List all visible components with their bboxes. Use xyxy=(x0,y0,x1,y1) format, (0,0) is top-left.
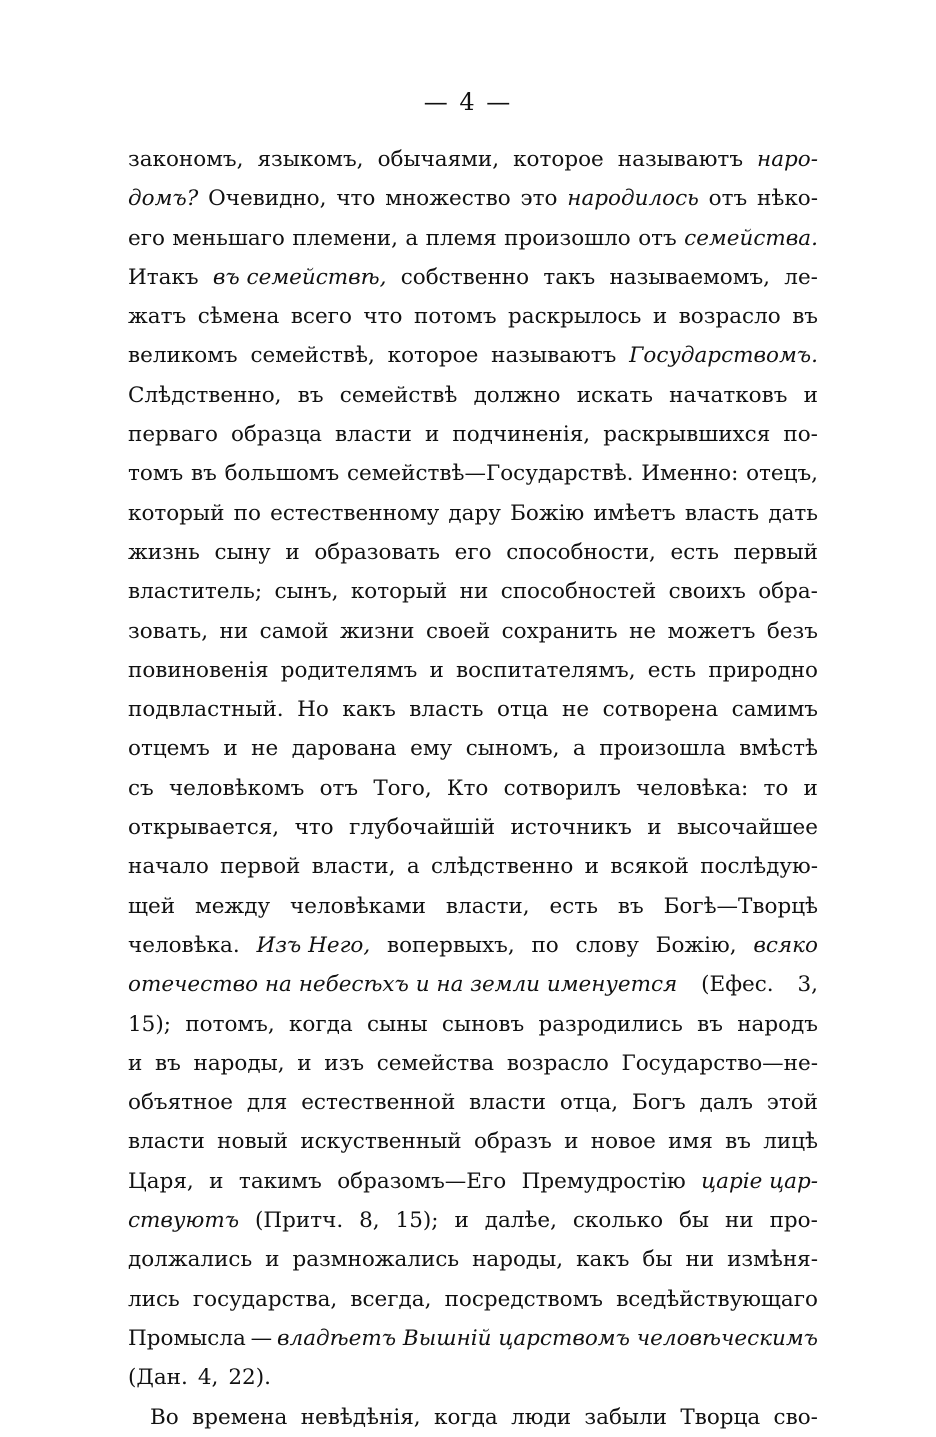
word: называемомъ, xyxy=(609,264,770,290)
text-line xyxy=(128,1280,818,1319)
word: повиновенія xyxy=(128,657,269,683)
text-line xyxy=(128,336,818,375)
word: подчиненія, xyxy=(452,422,591,448)
word: глубочайшій xyxy=(349,815,496,841)
word: открывается, xyxy=(128,815,280,841)
word: и xyxy=(803,382,818,408)
word: измѣня- xyxy=(727,1247,818,1273)
word: 3, xyxy=(797,972,818,998)
word: и xyxy=(265,1247,280,1273)
word: отъ xyxy=(638,225,677,251)
word: власти, xyxy=(311,854,396,880)
word: 4, xyxy=(197,1365,219,1391)
word: въ xyxy=(725,1129,751,1155)
word: и xyxy=(652,304,668,330)
word: сотворилъ xyxy=(503,775,621,801)
word: когда xyxy=(288,1011,353,1037)
word: Очевидно, xyxy=(208,186,327,212)
word: возрасло xyxy=(506,1050,609,1076)
word: что xyxy=(363,304,403,330)
text-line xyxy=(128,690,818,729)
word: Творца xyxy=(680,1404,761,1430)
word: (Дан. xyxy=(128,1365,188,1391)
text-line xyxy=(128,1201,818,1240)
word: и xyxy=(454,1208,469,1234)
word: образъ xyxy=(473,1129,552,1155)
word: собственно xyxy=(400,264,530,290)
word: Того, xyxy=(373,775,432,801)
italic-word: ствуютъ xyxy=(128,1208,240,1234)
word: далъ xyxy=(699,1090,753,1116)
word: имѣетъ xyxy=(593,500,676,526)
word: отъ xyxy=(708,186,748,212)
word: высочайшее xyxy=(676,815,818,841)
word: человѣкомъ xyxy=(168,775,305,801)
word: родителямъ xyxy=(280,657,418,683)
word: Итакъ xyxy=(128,264,199,290)
word: жатъ xyxy=(128,304,187,330)
word: потомъ, xyxy=(185,1011,275,1037)
word: которое xyxy=(387,343,479,369)
word: бы xyxy=(642,1247,673,1273)
word: раскрылось xyxy=(508,304,642,330)
word: начатковъ xyxy=(669,382,788,408)
word: есть xyxy=(549,893,598,919)
word: и xyxy=(424,422,440,448)
word: государства, xyxy=(192,1286,338,1312)
word: своей xyxy=(426,618,491,644)
word: въ xyxy=(155,1050,181,1076)
word: сотворена xyxy=(602,697,719,723)
word: бы xyxy=(678,1208,710,1234)
word: ни xyxy=(724,1208,754,1234)
word: семействѣ, xyxy=(250,343,375,369)
word: не xyxy=(562,697,590,723)
word: новый xyxy=(217,1129,288,1155)
word: безъ xyxy=(766,618,818,644)
word: множество xyxy=(385,186,511,212)
word: отъ xyxy=(319,775,359,801)
word: между xyxy=(194,893,271,919)
word: возрасло xyxy=(678,304,781,330)
text-line xyxy=(128,1398,818,1437)
word: Царя, xyxy=(128,1168,194,1194)
word: невѣдѣнія, xyxy=(300,1404,421,1430)
word: этой xyxy=(766,1090,818,1116)
text-line xyxy=(128,847,818,886)
text-line xyxy=(128,454,818,493)
word: есть xyxy=(670,539,719,565)
word: начало xyxy=(128,854,209,880)
word: зовать, xyxy=(128,618,209,644)
italic-word: всяко xyxy=(753,932,818,958)
text-line xyxy=(128,533,818,572)
word: и xyxy=(803,775,818,801)
word: власти xyxy=(469,1090,546,1116)
word: ни xyxy=(459,579,489,605)
word: дару xyxy=(448,500,501,526)
word: подвластный. xyxy=(128,697,284,723)
word: его xyxy=(128,225,165,251)
word: какъ xyxy=(342,697,396,723)
word: обра- xyxy=(758,579,818,605)
word: ле- xyxy=(784,264,818,290)
word: произошло xyxy=(504,225,631,251)
word: томъ xyxy=(128,461,184,487)
word: по- xyxy=(783,422,818,448)
word: и xyxy=(647,815,662,841)
word: первый xyxy=(733,539,818,565)
word: жизнь xyxy=(128,539,200,565)
word: Но xyxy=(297,697,329,723)
word: не xyxy=(251,736,279,762)
body-text xyxy=(128,140,818,1437)
word: новое xyxy=(590,1129,656,1155)
word: а xyxy=(406,854,420,880)
text-line xyxy=(128,297,818,336)
word: Богъ xyxy=(632,1090,686,1116)
word: про- xyxy=(769,1208,818,1234)
word: образца xyxy=(231,422,322,448)
word: 8, xyxy=(359,1208,380,1234)
word: человѣками xyxy=(290,893,426,919)
word: Государство—не- xyxy=(621,1050,818,1076)
word: — xyxy=(250,1325,273,1351)
word: разродились xyxy=(538,1011,683,1037)
word: люди xyxy=(511,1404,572,1430)
italic-word: Изъ Него, xyxy=(256,932,371,958)
page-number: — 4 — xyxy=(423,88,513,116)
word: языкомъ, xyxy=(257,147,364,172)
word: Во xyxy=(150,1404,179,1430)
word: ни xyxy=(219,618,249,644)
word: времена xyxy=(192,1404,288,1430)
word: закономъ, xyxy=(128,147,244,172)
word: лицѣ xyxy=(763,1129,818,1155)
word: и xyxy=(297,1050,312,1076)
italic-word: семейства. xyxy=(684,225,818,251)
italic-word: отечество на небесѣхъ и на земли именуется xyxy=(128,972,678,998)
word: забыли xyxy=(584,1404,667,1430)
word: по xyxy=(233,500,261,526)
text-line xyxy=(128,651,818,690)
text-line xyxy=(128,808,818,847)
text-line xyxy=(128,1240,818,1279)
text-line xyxy=(128,1319,818,1358)
word: самимъ xyxy=(731,697,818,723)
text-line xyxy=(128,965,818,1004)
word: человѣка: xyxy=(636,775,749,801)
word: изъ xyxy=(324,1050,365,1076)
word: искуственный xyxy=(300,1129,462,1155)
word: посредствомъ xyxy=(444,1286,603,1312)
word: не xyxy=(629,618,657,644)
word: это xyxy=(520,186,558,212)
word: власти, xyxy=(445,893,530,919)
word: произошла xyxy=(599,736,726,762)
word: и xyxy=(128,1050,143,1076)
word: по xyxy=(531,932,559,958)
word: и xyxy=(429,657,444,683)
word: должались xyxy=(128,1247,253,1273)
word: и xyxy=(564,1129,579,1155)
word: народъ xyxy=(737,1011,818,1037)
word: всегда, xyxy=(350,1286,432,1312)
word: самой xyxy=(259,618,329,644)
word: искать xyxy=(576,382,653,408)
word: способности, xyxy=(506,539,656,565)
word: властитель; xyxy=(128,579,263,605)
word: всякой xyxy=(610,854,689,880)
word: Божію xyxy=(510,500,585,526)
word: обычаями, xyxy=(377,147,500,172)
word: а xyxy=(405,225,419,251)
word: Божію, xyxy=(655,932,737,958)
word: (Притч. xyxy=(254,1208,344,1234)
word: въ xyxy=(792,304,818,330)
word: Богѣ—Творцѣ xyxy=(663,893,818,919)
word: съ xyxy=(128,775,154,801)
word: такъ xyxy=(543,264,596,290)
word: природно xyxy=(708,657,818,683)
word: семействѣ xyxy=(339,382,458,408)
word: перваго xyxy=(128,422,218,448)
italic-word: владѣетъ Вышній царствомъ человѣческимъ xyxy=(277,1325,818,1351)
word: 15); xyxy=(128,1011,171,1037)
word: потомъ xyxy=(413,304,497,330)
word: и xyxy=(285,539,300,565)
word: сво- xyxy=(773,1404,818,1430)
text-line xyxy=(128,258,818,297)
word: который xyxy=(128,500,225,526)
word: въ xyxy=(297,382,324,408)
word: Промысла xyxy=(128,1325,246,1351)
word: (Ефес. xyxy=(701,972,774,998)
italic-word: въ семействѣ, xyxy=(212,264,387,290)
word: источникъ xyxy=(510,815,632,841)
word: лись xyxy=(128,1286,180,1312)
word: Именно: xyxy=(641,461,739,487)
word: слову xyxy=(575,932,639,958)
word: который xyxy=(350,579,448,605)
word: есть xyxy=(647,657,697,683)
word: власть xyxy=(684,500,760,526)
word: щей xyxy=(128,893,176,919)
text-line xyxy=(128,1162,818,1201)
italic-word: царіе цар- xyxy=(701,1168,818,1194)
word: воспитателямъ, xyxy=(456,657,636,683)
word: народы, xyxy=(472,1247,564,1273)
italic-word: наро- xyxy=(757,147,818,172)
word: послѣдую- xyxy=(700,854,818,880)
word: въ xyxy=(191,461,217,487)
word: и xyxy=(584,854,600,880)
word: сколько xyxy=(572,1208,664,1234)
word: большомъ xyxy=(224,461,340,487)
word: что xyxy=(336,186,376,212)
word: вопервыхъ, xyxy=(386,932,515,958)
word: нѣко- xyxy=(757,186,818,212)
word: семействѣ—Государствѣ. xyxy=(346,461,634,487)
word: своихъ xyxy=(668,579,746,605)
text-line xyxy=(128,1083,818,1122)
word: какъ xyxy=(576,1247,630,1273)
word: семейства xyxy=(376,1050,495,1076)
word: ни xyxy=(685,1247,715,1273)
word: Слѣдственно, xyxy=(128,382,282,408)
text-line xyxy=(128,612,818,651)
word: великомъ xyxy=(128,343,238,369)
word: отецъ, xyxy=(746,461,818,487)
word: человѣка. xyxy=(128,932,240,958)
text-line xyxy=(128,1044,818,1083)
text-line xyxy=(128,179,818,218)
text-line xyxy=(128,729,818,768)
italic-word: народилось xyxy=(567,186,699,212)
word: всего xyxy=(290,304,352,330)
word: такимъ xyxy=(238,1168,322,1194)
word: слѣдственно xyxy=(431,854,574,880)
word: далѣе, xyxy=(484,1208,557,1234)
word: жизни xyxy=(340,618,415,644)
word: дать xyxy=(768,500,818,526)
word: его xyxy=(454,539,492,565)
word: и xyxy=(223,736,238,762)
word: меньшаго xyxy=(172,225,285,251)
word: власть xyxy=(409,697,484,723)
word: власти xyxy=(334,422,412,448)
word: дарована xyxy=(291,736,397,762)
word: для xyxy=(246,1090,288,1116)
text-line xyxy=(128,415,818,454)
text-line xyxy=(128,140,818,179)
word: отца xyxy=(497,697,549,723)
word: Премудростію xyxy=(521,1168,686,1194)
word: племя xyxy=(425,225,497,251)
word: первой xyxy=(220,854,301,880)
word: называютъ xyxy=(491,343,617,369)
word: 22). xyxy=(228,1365,271,1391)
text-line xyxy=(128,769,818,808)
word: должно xyxy=(473,382,561,408)
italic-word: домъ? xyxy=(128,186,199,212)
word: раскрывшихся xyxy=(603,422,771,448)
text-line xyxy=(128,926,818,965)
word: власти xyxy=(128,1129,205,1155)
word: сынъ, xyxy=(274,579,339,605)
word: отцемъ xyxy=(128,736,210,762)
word: то xyxy=(763,775,789,801)
word: называютъ xyxy=(617,147,743,172)
word: когда xyxy=(434,1404,498,1430)
text-line xyxy=(128,1122,818,1161)
word: сѣмена xyxy=(197,304,280,330)
word: сыномъ, xyxy=(465,736,560,762)
word: 15); xyxy=(395,1208,439,1234)
text-line xyxy=(128,219,818,258)
text-line xyxy=(128,572,818,611)
word: въ xyxy=(617,893,644,919)
text-line xyxy=(128,1005,818,1044)
word: Кто xyxy=(446,775,489,801)
word: вседѣйствующаго xyxy=(616,1286,818,1312)
word: сыну xyxy=(214,539,271,565)
word: вмѣстѣ xyxy=(739,736,818,762)
word: ему xyxy=(410,736,453,762)
text-line xyxy=(128,494,818,533)
word: сыновъ xyxy=(441,1011,525,1037)
word: естественной xyxy=(301,1090,456,1116)
word: способностей xyxy=(500,579,657,605)
italic-word: Государствомъ. xyxy=(629,343,818,369)
word: образомъ—Его xyxy=(337,1168,507,1194)
word: что xyxy=(294,815,334,841)
word: сыны xyxy=(367,1011,428,1037)
word: имя xyxy=(668,1129,713,1155)
word: которое xyxy=(513,147,604,172)
word: образовать xyxy=(314,539,440,565)
word: народы, xyxy=(193,1050,285,1076)
word: и xyxy=(209,1168,224,1194)
word: а xyxy=(572,736,586,762)
word: отца, xyxy=(559,1090,619,1116)
word: естественному xyxy=(270,500,440,526)
word: сохранить xyxy=(501,618,618,644)
word: размножались xyxy=(292,1247,460,1273)
text-line xyxy=(128,1358,818,1397)
word: въ xyxy=(697,1011,723,1037)
word: объятное xyxy=(128,1090,234,1116)
text-line xyxy=(128,887,818,926)
word: племени, xyxy=(292,225,398,251)
text-line xyxy=(128,376,818,415)
word: можетъ xyxy=(667,618,756,644)
